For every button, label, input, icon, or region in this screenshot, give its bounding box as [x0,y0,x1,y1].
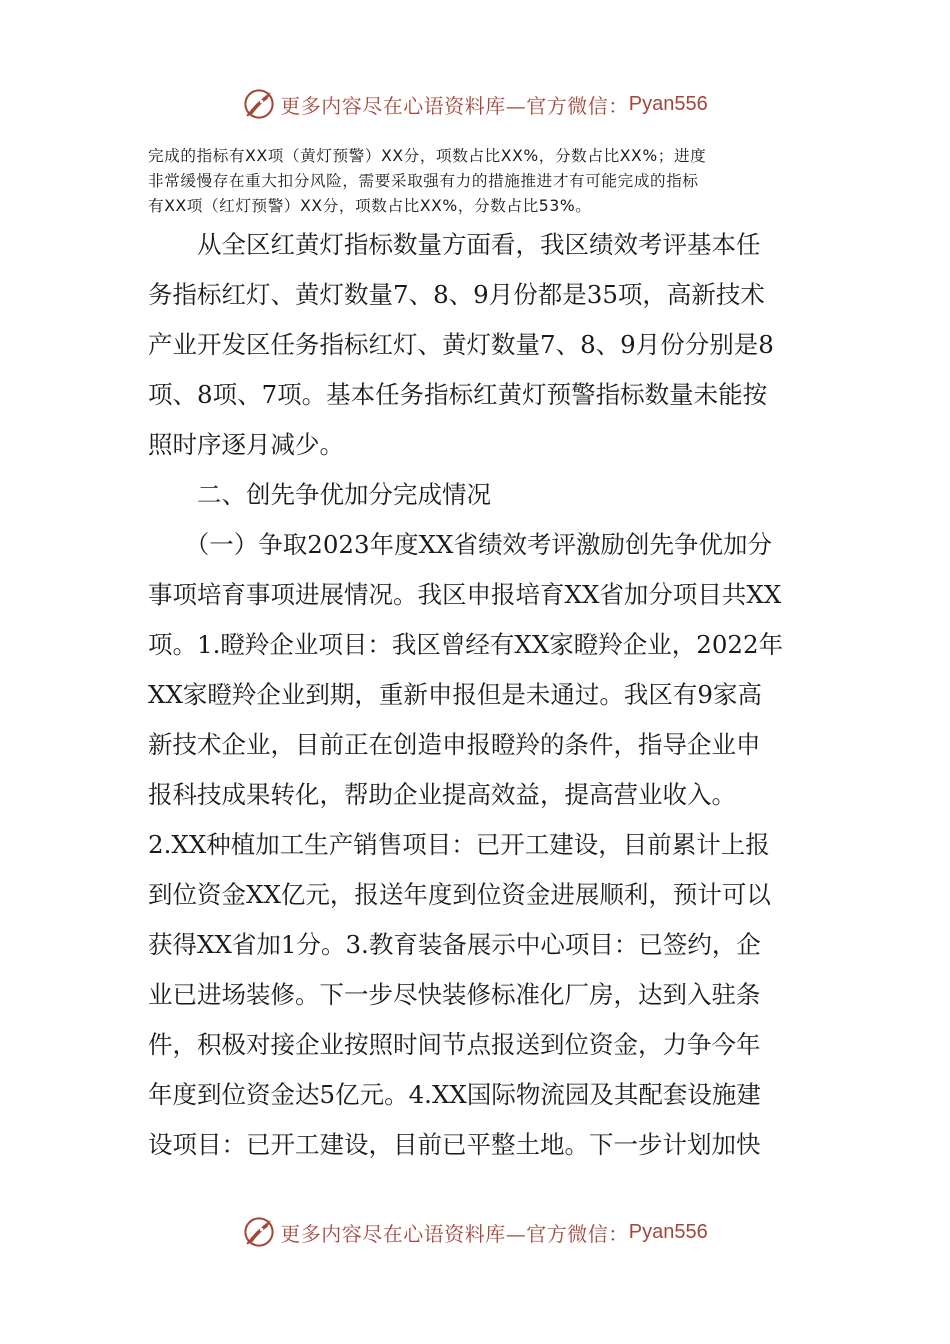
body-line: 产业开发区任务指标红灯、黄灯数量7、8、9月份分别是8 [148,330,774,359]
body-line: 2.XX种植加工生产销售项目：已开工建设，目前累计上报 [148,830,770,859]
body-line: 业已进场装修。下一步尽快装修标准化厂房，达到入驻条 [148,980,761,1009]
body-line: 项。1.瞪羚企业项目：我区曾经有XX家瞪羚企业，2022年 [148,630,784,659]
banner-wechat-id: Pyan556 [628,92,708,115]
banner-text: 更多内容尽在心语资料库—官方微信： [280,1221,629,1246]
body-line: 设项目：已开工建设，目前已平整土地。下一步计划加快 [148,1130,761,1159]
section-heading: 二、创先争优加分完成情况 [148,480,491,509]
body-line: 事项培育事项进展情况。我区申报培育XX省加分项目共XX [148,580,782,609]
body-line: 务指标红灯、黄灯数量7、8、9月份都是35项，高新技术 [148,280,765,309]
intro-line: 完成的指标有XX项（黄灯预警）XX分，项数占比XX%，分数占比XX%；进度 [148,147,707,165]
footer-banner [0,1212,950,1252]
banner-wechat-id: Pyan556 [628,1220,708,1243]
pen-nib-logo-icon [242,87,276,121]
intro-paragraph [148,144,808,219]
banner-text: 更多内容尽在心语资料库—官方微信： [280,93,629,118]
body-line: 年度到位资金达5亿元。4.XX国际物流园及其配套设施建 [148,1080,761,1109]
body-line: 件，积极对接企业按照时间节点报送到位资金，力争今年 [148,1030,761,1059]
body-line: 项、8项、7项。基本任务指标红黄灯预警指标数量未能按 [148,380,768,409]
header-banner [0,84,950,124]
body-line: 从全区红黄灯指标数量方面看，我区绩效考评基本任 [148,230,761,259]
body-line: 获得XX省加1分。3.教育装备展示中心项目：已签约，企 [148,930,761,959]
pen-nib-logo-icon [242,1215,276,1249]
intro-line: 有XX项（红灯预警）XX分，项数占比XX%，分数占比53%。 [148,197,592,215]
intro-line: 非常缓慢存在重大扣分风险，需要采取强有力的措施推进才有可能完成的指标 [148,172,699,190]
body-line: XX家瞪羚企业到期，重新申报但是未通过。我区有9家高 [148,680,762,709]
body-line: 照时序逐月减少。 [148,430,344,459]
body-line: 到位资金XX亿元，报送年度到位资金进展顺利，预计可以 [148,880,771,909]
body-line: （一）争取2023年度XX省绩效考评激励创先争优加分 [148,530,772,559]
body-line: 新技术企业，目前正在创造申报瞪羚的条件，指导企业申 [148,730,761,759]
body-line: 报科技成果转化，帮助企业提高效益，提高营业收入。 [148,780,736,809]
